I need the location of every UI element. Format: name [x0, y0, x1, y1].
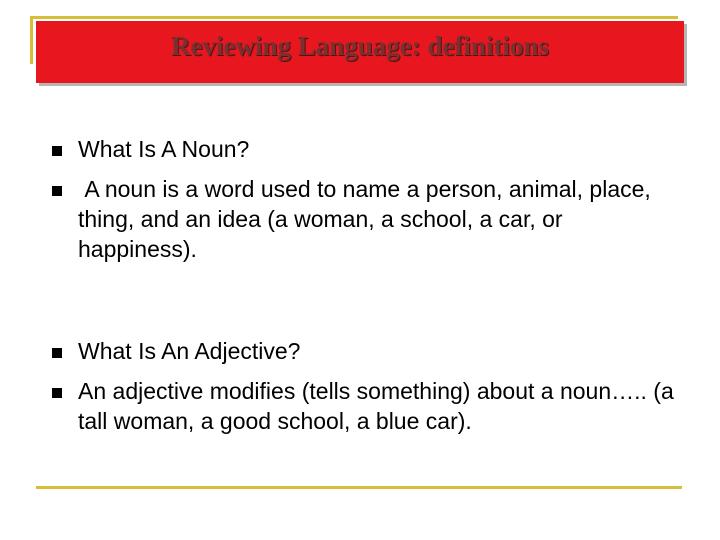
slide-title: Reviewing Language: definitions — [170, 31, 550, 61]
list-item: What Is An Adjective? — [78, 338, 301, 364]
square-bullet-icon — [52, 348, 62, 358]
list-item: What Is A Noun? — [78, 136, 250, 162]
square-bullet-icon — [52, 146, 62, 156]
list-item: A noun is a word used to name a person, animal, place, thing, and an idea (a woman, a school, a car, or happiness). — [78, 176, 658, 262]
bottom-decorative-rule — [36, 486, 682, 489]
square-bullet-icon — [52, 186, 62, 196]
square-bullet-icon — [52, 388, 62, 398]
list-item: An adjective modifies (tells something) about a noun….. (a tall woman, a good school, a blue car). — [78, 378, 681, 434]
